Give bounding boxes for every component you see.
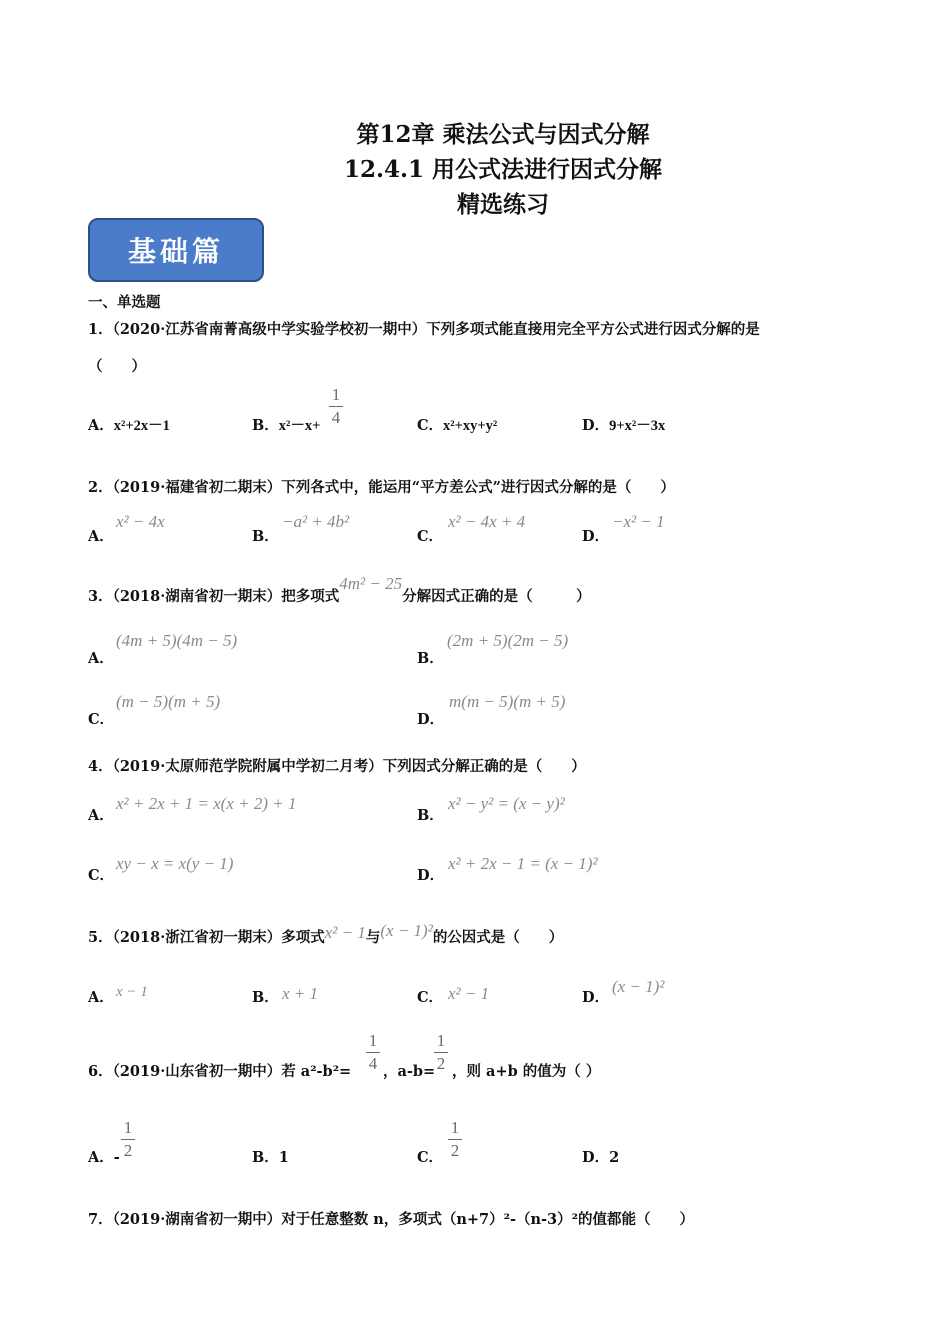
q1-option-b-fraction: $\frac{1}{4}$ (329, 386, 343, 427)
q5-option-a-expr: x − 1 (116, 984, 148, 1000)
q3-option-c-label: C． (88, 711, 115, 728)
q6-option-d: D．2 (582, 1149, 620, 1166)
q2-option-a-label: A． (88, 528, 114, 545)
level-badge (88, 218, 264, 282)
q6-fraction-1: $\frac{1}{4}$ (366, 1032, 380, 1073)
question-7: 7．（2019·湖南省初一期中）对于任意整数 n，多项式（n+7）²-（n-3）²的值都能（ ） (88, 1211, 694, 1228)
q4-option-c-label: C． (88, 867, 115, 884)
q6-option-c-label: C． (417, 1149, 444, 1166)
question-text: （2020·江苏省南菁高级中学实验学校初一期中）下列多项式能直接用完全平方公式进行因式分解的是 (112, 321, 760, 338)
question-2: 2．（2019·福建省初二期末）下列各式中，能运用“平方差公式”进行因式分解的是（ ） (88, 479, 675, 496)
q1-option-a: A．x²+2x－1 (88, 417, 170, 434)
q4-option-a-expr: x² + 2x + 1 = x(x + 2) + 1 (116, 794, 297, 813)
q2-option-b-label: B． (252, 528, 279, 545)
question-1 (88, 318, 760, 339)
q2-option-a-expr: x² − 4x (116, 512, 165, 531)
q2-option-c-expr: x² − 4x + 4 (448, 512, 526, 531)
practice-subtitle: 精选练习 (457, 191, 549, 218)
q6-text-after: ，则 a+b 的值为（ ） (452, 1063, 601, 1080)
q3-option-d-label: D． (417, 711, 445, 728)
q1-option-c: C．x²+xy+y² (417, 417, 498, 434)
q6-option-c-fraction: $\frac{1}{2}$ (448, 1119, 462, 1160)
q2-option-b-expr: −a² + 4b² (282, 512, 350, 531)
q3-option-d-expr: m(m − 5)(m + 5) (449, 692, 566, 711)
q5-option-d-label: D． (582, 989, 610, 1006)
level-badge-label: 基础篇 (127, 235, 224, 268)
question-number: 1． (88, 321, 113, 338)
q4-option-d-expr: x² + 2x − 1 = (x − 1)² (448, 854, 598, 873)
q4-option-d-label: D． (417, 867, 445, 884)
q5-option-d-expr: (x − 1)² (612, 977, 665, 996)
q3-option-b-label: B． (417, 650, 444, 667)
q1-option-b: B．x²－x+ (252, 417, 321, 434)
question-3: 3．（2018·湖南省初一期末）把多项式4m² − 25分解因式正确的是（ ） (88, 574, 591, 605)
question-5: 5．（2018·浙江省初一期末）多项式x² − 1与(x − 1)²的公因式是（ ） (88, 921, 564, 946)
question-6: 6．（2019·山东省初一期中）若 a²-b²= (88, 1063, 352, 1080)
q3-option-c-expr: (m − 5)(m + 5) (116, 692, 221, 711)
q2-option-d-expr: −x² − 1 (612, 512, 665, 531)
q4-option-a-label: A． (88, 807, 114, 824)
q5-option-b-label: B． (252, 989, 279, 1006)
q3-option-b-expr: (2m + 5)(2m − 5) (447, 631, 569, 650)
q5-option-a-label: A． (88, 989, 114, 1006)
q6-text-mid: ，a-b= (383, 1063, 436, 1080)
q2-option-c-label: C． (417, 528, 444, 545)
q5-option-b-expr: x + 1 (282, 984, 319, 1003)
q5-option-c-expr: x² − 1 (448, 984, 490, 1003)
q4-option-c-expr: xy − x = x(y − 1) (116, 854, 234, 873)
q4-option-b-expr: x² − y² = (x − y)² (448, 794, 565, 813)
q1-option-d: D．9+x²－3x (582, 417, 666, 434)
section-label: 一、单选题 (88, 294, 161, 311)
q6-option-b: B．1 (252, 1149, 289, 1166)
q6-fraction-2: $\frac{1}{2}$ (434, 1032, 448, 1073)
chapter-title: 第12章 乘法公式与因式分解 (356, 121, 650, 148)
q6-option-a-label: A．- (88, 1149, 120, 1166)
q3-option-a-expr: (4m + 5)(4m − 5) (116, 631, 238, 650)
q3-option-a-label: A． (88, 650, 114, 667)
question-4: 4．（2019·太原师范学院附属中学初二月考）下列因式分解正确的是（ ） (88, 758, 586, 775)
q2-option-d-label: D． (582, 528, 610, 545)
question-1-paren: （ ） (88, 358, 146, 375)
section-title: 12.4.1 用公式法进行因式分解 (343, 156, 663, 183)
q6-option-a-fraction: $\frac{1}{2}$ (121, 1119, 135, 1160)
q4-option-b-label: B． (417, 807, 444, 824)
q5-option-c-label: C． (417, 989, 444, 1006)
